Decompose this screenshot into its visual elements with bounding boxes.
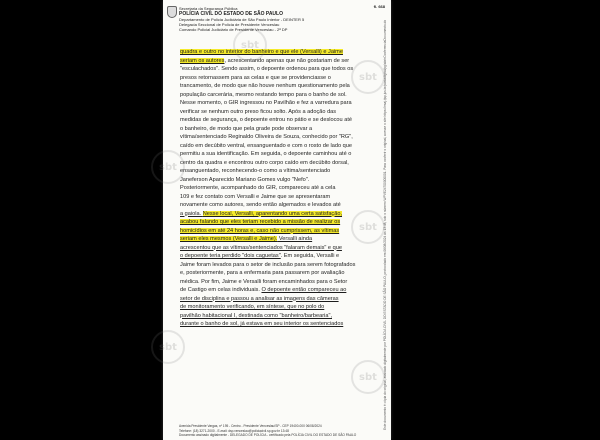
body-text-line	[180, 91, 383, 100]
text-run: novamente como autores, sendo então algemados e levados até	[180, 202, 341, 208]
document-footer	[163, 424, 391, 437]
text-run: verificar se nenhum outro preso ficou solto. Após a adoção das	[180, 108, 337, 115]
body-text-line	[180, 116, 383, 125]
text-run: vítima/sentenciado Reginaldo Oliveira de Souza, conhecido por "RG",	[180, 134, 353, 140]
text-run: de Castigo em celas individuais.	[180, 287, 262, 293]
header-comando: Comando Policial Judiciário de Presidente Venceslau - 2ª DP	[179, 27, 288, 32]
text-run: acrescentou que as vítimas/sentenciados "falaram demais" e que	[180, 244, 342, 251]
text-run: seriam os autores	[180, 57, 225, 64]
side-authentication-stamp	[382, 19, 394, 430]
text-run: a gaiola.	[180, 210, 203, 217]
document-header	[163, 0, 391, 36]
side-stamp-text: Este documento é cópia do original, assinado digitalmente por POLÍCIA CIVIL DO ESTADO DE SÃO PAULO, protocolado em 06/08/2024 às 13:48, sob o número WPVE24700000001. Para conferir o original, acesse o site https://esaj.tjsp.jus.br/pastadigital/pg/abrirConferenciaDocumento.do	[383, 19, 387, 430]
text-run: caído em decúbito ventral, ensanguentado e com o rosto de lado que	[180, 142, 352, 149]
body-text-line	[180, 286, 383, 295]
text-run: , acrescentando apenas que não gostariam de ser	[224, 57, 350, 64]
text-run: e, posteriormente, para a enfermaria para passarem por avaliação	[180, 270, 345, 276]
body-text-line	[180, 210, 383, 219]
text-run: o banheiro, de modo que pela grade pode observar a	[180, 125, 313, 132]
text-run: Nesse local, Versalli, aparentando uma certa satisfação,	[202, 210, 343, 217]
body-text-line	[180, 99, 383, 108]
body-text-line	[180, 252, 383, 261]
text-run: Nesse momento, o GIR ingressou no Pavilhão e fez a varredura para	[180, 100, 352, 106]
text-run: O depoente então compareceu ao	[261, 287, 347, 293]
text-run: homicídios em até 24 horas e, caso não cumprissem, as vítimas	[180, 227, 340, 234]
text-run: acabou falando que eles teriam recebido a missão de realizar os	[180, 219, 341, 225]
text-run: Jaime foram levados para o setor de inclusão para serem fotografados	[180, 261, 356, 268]
body-text-line	[180, 244, 383, 253]
text-run: ensanguentado, reconhecendo-o como a vítima/sentenciado	[180, 168, 331, 174]
text-run: 109 e fez contato com Versalli e Jaime que se apresentaram	[180, 193, 331, 200]
text-run: durante o banho de sol, já estava em seu interior os sentenciados	[180, 321, 344, 327]
body-text-line	[180, 269, 383, 278]
body-text-line	[180, 193, 383, 202]
header-departamento: Departamento de Polícia Judiciária de São Paulo Interior - DEINTER 5	[179, 17, 305, 22]
text-run: seriam eles mesmos (Versalli e Jaime).	[180, 236, 278, 242]
sbt-watermark-logo: sbt	[151, 330, 185, 364]
header-policia-civil: POLÍCIA CIVIL DO ESTADO DE SÃO PAULO	[179, 11, 283, 17]
text-run: permitiu a sua identificação. Em seguida, o depoente caminhou até o	[180, 151, 352, 157]
sbt-watermark-logo: sbt	[233, 28, 267, 62]
body-text-line	[180, 278, 383, 287]
body-text-line	[180, 48, 383, 57]
text-run: população carcerária, mesmo restando tempo para o banho de sol.	[180, 91, 347, 98]
body-text-line	[180, 312, 383, 321]
body-text-line	[180, 159, 383, 168]
text-run: Posteriormente, acompanhado do GIR, compareceu até a cela	[180, 185, 336, 191]
text-run: trancamento, de modo que não houve nenhum questionamento pela	[180, 83, 350, 89]
body-text-line	[180, 320, 383, 329]
page-number: fl. 668	[373, 4, 385, 9]
body-text-line	[180, 57, 383, 66]
text-run: Janeferson Aparecido Mariano Gomes vulgo "Nefo".	[180, 176, 310, 183]
header-secretaria: Secretaria da Segurança Pública	[179, 6, 238, 11]
body-text-line	[180, 201, 383, 210]
text-run: médica. Por fim, Jaime e Versalli foram encaminhados para o Setor	[180, 278, 348, 285]
text-run: centro da quadra e encontrou outro corpo caído em decúbito dorsal,	[180, 159, 349, 166]
body-text-line	[180, 108, 383, 117]
sbt-watermark-logo: sbt	[351, 360, 385, 394]
text-run: o depoente teria perdido "dois caguetas"	[180, 253, 281, 259]
body-text-line	[180, 150, 383, 159]
body-text-line	[180, 184, 383, 193]
text-run: de monitoramento verificando, em síntese, que no polo do	[180, 304, 325, 310]
text-run: Versalli ainda	[277, 236, 313, 242]
body-text-line	[180, 125, 383, 134]
sbt-watermark-logo: sbt	[351, 60, 385, 94]
text-run: . Em seguida, Versalli e	[280, 253, 340, 259]
state-crest-icon	[167, 6, 177, 18]
body-text-line	[180, 133, 383, 142]
sbt-watermark-logo: sbt	[351, 210, 385, 244]
footer-address: Avenida Presidente Vargas, nº 195 - Centro - Presidente Venceslau/SP - CEP 19400-000 06/08/2024	[179, 424, 322, 429]
text-run: presos retornassem para as celas e que se providenciasse o	[180, 74, 331, 81]
footer-signature: Documento assinado digitalmente - DELEGADO DE POLÍCIA - certificado pela POLÍCIA CIVIL DO ESTADO DE SÃO PAULO	[179, 432, 357, 437]
sbt-watermark-logo: sbt	[151, 150, 185, 184]
text-run: medidas de segurança, o depoente entrou no pátio e se deslocou até	[180, 117, 352, 123]
body-text-line	[180, 176, 383, 185]
body-text-line	[180, 261, 383, 270]
header-delegacia: Delegacia Seccional de Polícia de Presidente Venceslau	[179, 22, 280, 27]
body-text-line	[180, 167, 383, 176]
body-text-line	[180, 303, 383, 312]
document-page	[159, 0, 391, 440]
text-run: pavilhão habitacional I, destinada como "banheiro/barbearia",	[180, 312, 332, 319]
footer-contact: Telefone: (18) 3271-2000 - E-mail: dsp.venceslau@policiacivil.sp.gov.br 13:48	[179, 428, 289, 433]
text-run: "esculachados". Sendo assim, o depoente ordenou para que todos os	[180, 66, 354, 72]
body-text-line	[180, 295, 383, 304]
body-text-line	[180, 235, 383, 244]
text-run: quadra e outro no interior do banheiro e que ele (Versalli) e Jaime	[180, 49, 343, 55]
body-text-line	[180, 142, 383, 151]
text-run: setor de disciplina e passou a analisar as imagens das câmeras	[180, 295, 339, 302]
